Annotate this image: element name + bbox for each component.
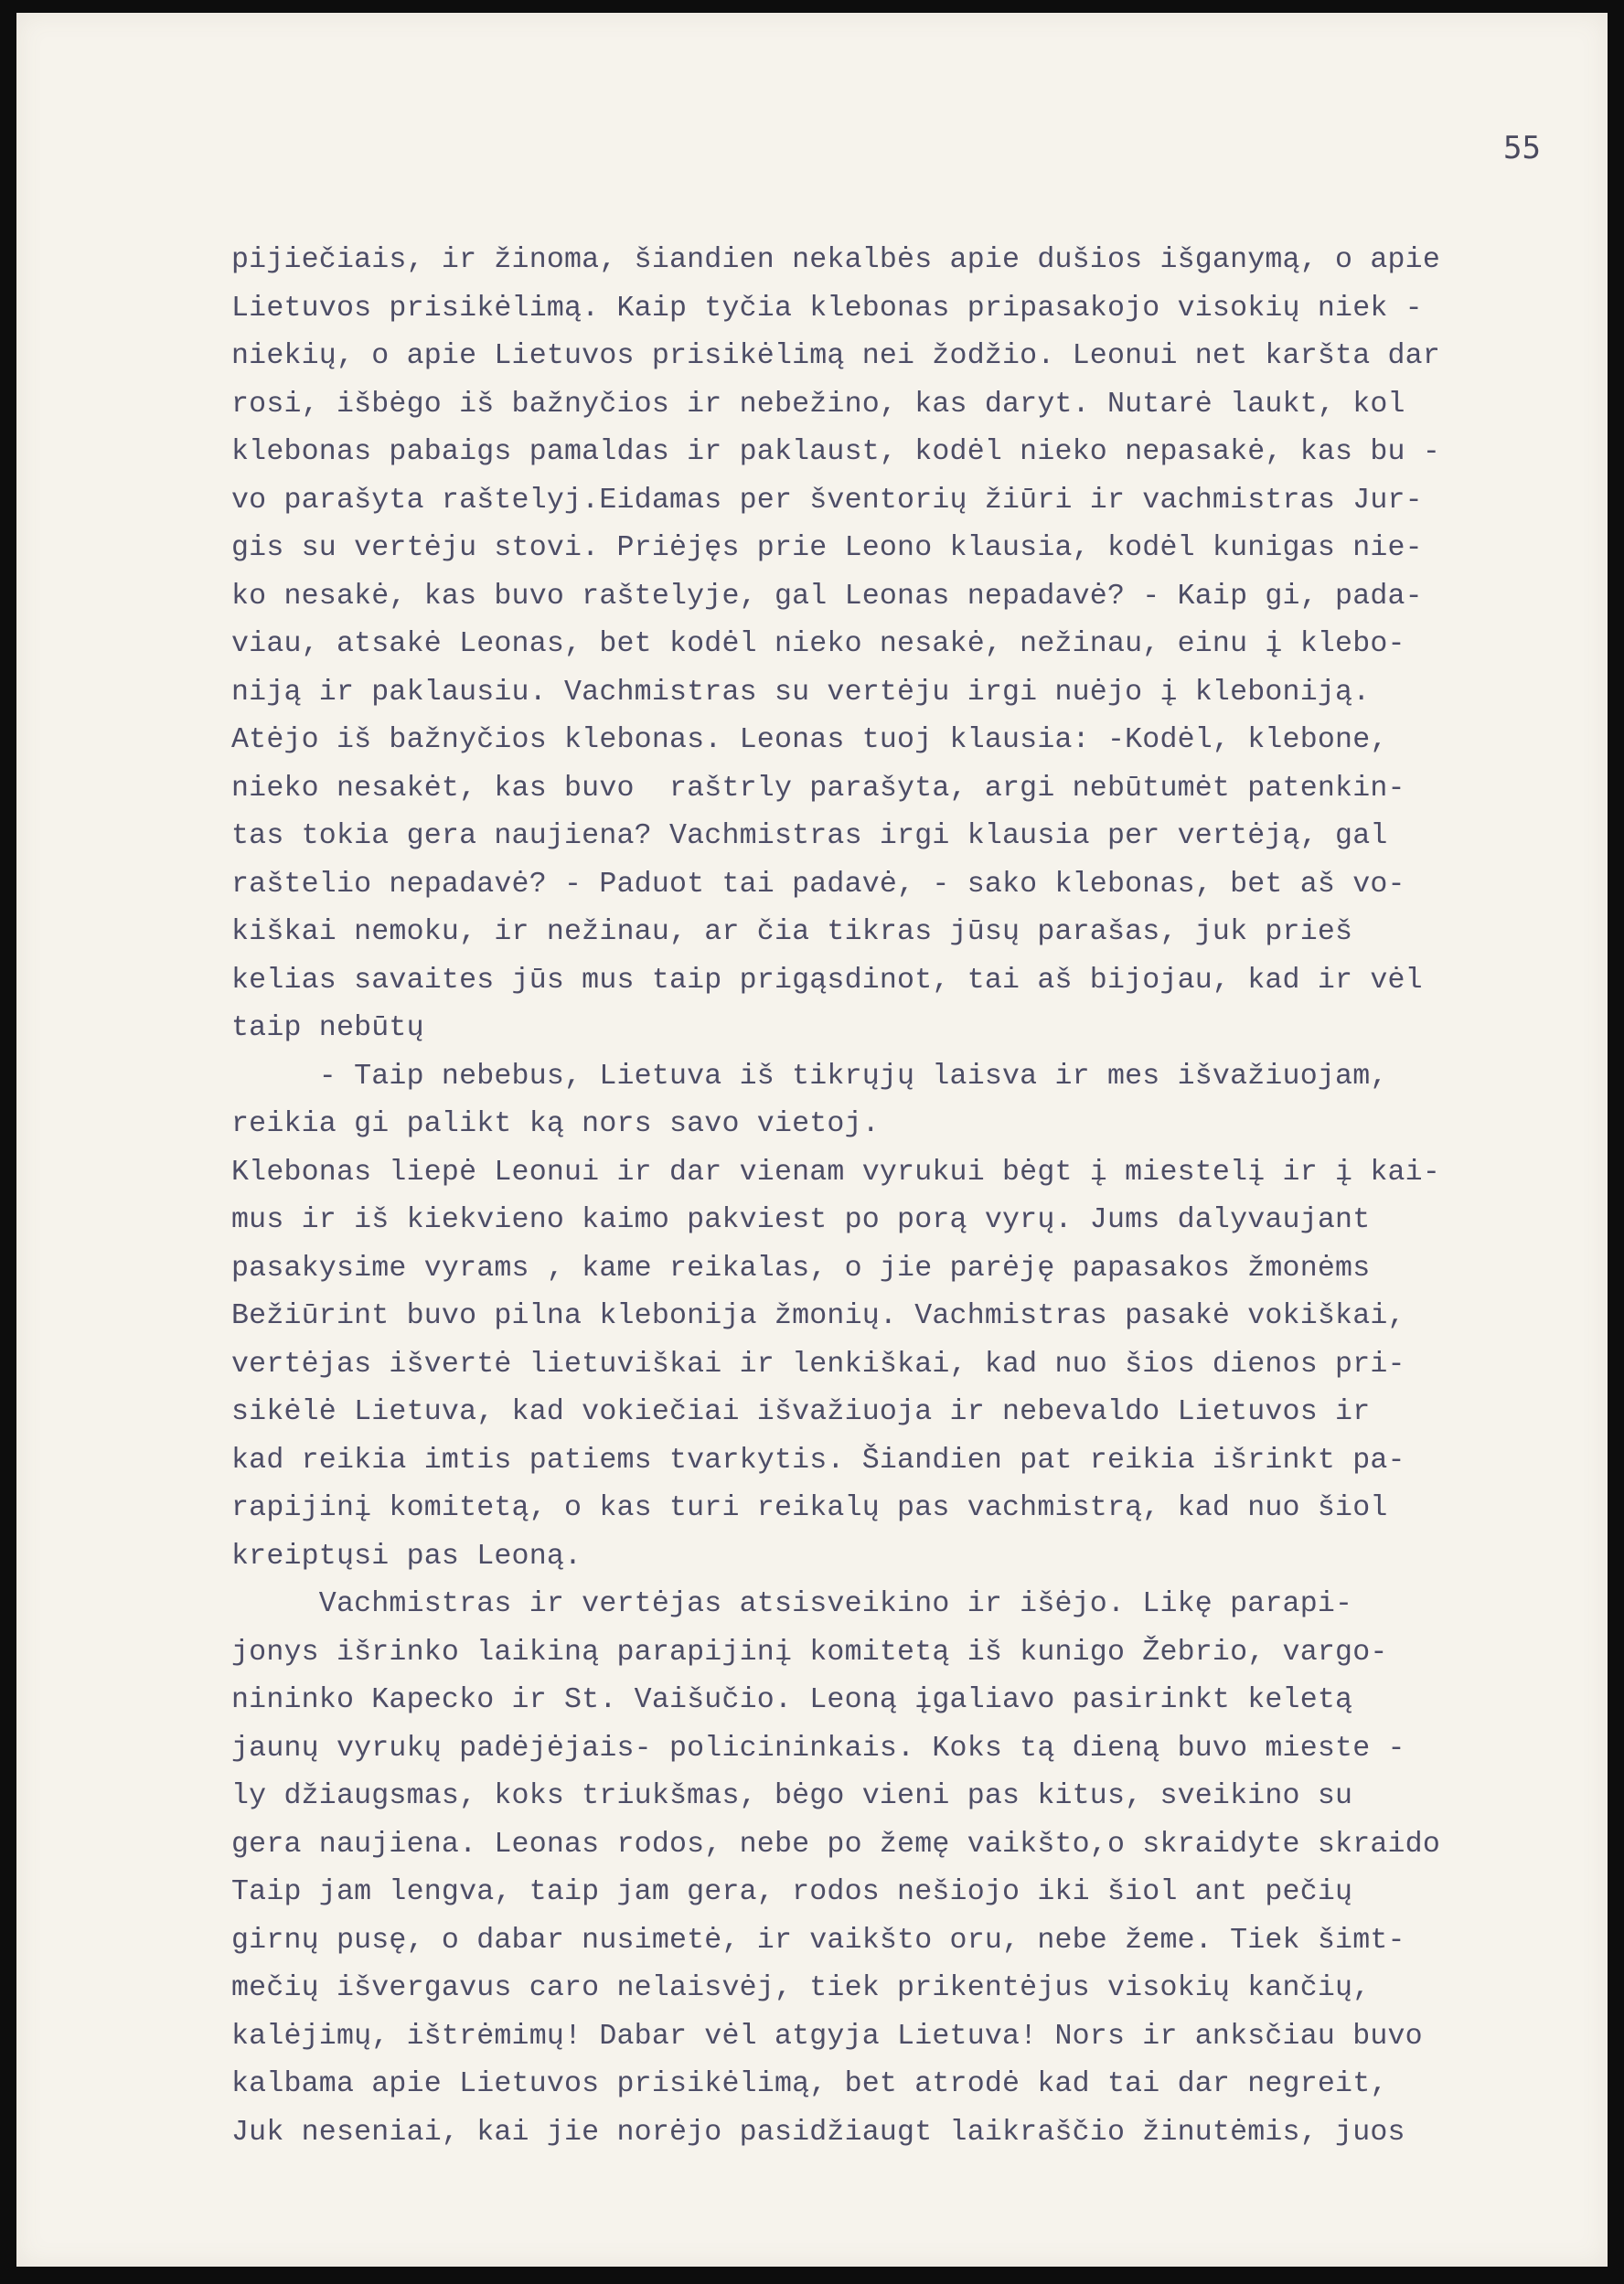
- text-line: rapijinį komitetą, o kas turi reikalų pas vachmistrą, kad nuo šiol: [231, 1492, 1388, 1524]
- text-line: niekių, o apie Lietuvos prisikėlimą nei žodžio. Leonui net karšta dar: [231, 340, 1440, 372]
- text-line: kalėjimų, ištrėmimų! Dabar vėl atgyja Lietuva! Nors ir anksčiau buvo: [231, 2020, 1423, 2053]
- text-line: Lietuvos prisikėlimą. Kaip tyčia klebonas pripasakojo visokių niek -: [231, 292, 1423, 325]
- text-line: sikėlė Lietuva, kad vokiečiai išvažiuoja ir nebevaldo Lietuvos ir: [231, 1396, 1371, 1428]
- text-line: mečių išvergavus caro nelaisvėj, tiek prikentėjus visokių kančių,: [231, 1972, 1371, 2004]
- text-line: vo parašyta raštelyj.Eidamas per šventorių žiūri ir vachmistras Jur-: [231, 484, 1423, 517]
- text-line: reikia gi palikt ką nors savo vietoj.: [231, 1108, 880, 1140]
- text-line: viau, atsakė Leonas, bet kodėl nieko nesakė, nežinau, einu į klebo-: [231, 628, 1405, 660]
- text-line: kalbama apie Lietuvos prisikėlimą, bet atrodė kad tai dar negreit,: [231, 2068, 1388, 2100]
- text-line: gera naujiena. Leonas rodos, nebe po žemę vaikšto,o skraidyte skraido: [231, 1828, 1440, 1861]
- text-line: Juk neseniai, kai jie norėjo pasidžiaugt laikraščio žinutėmis, juos: [231, 2116, 1405, 2149]
- text-line: ko nesakė, kas buvo raštelyje, gal Leonas nepadavė? - Kaip gi, pada-: [231, 580, 1423, 613]
- text-line: raštelio nepadavė? - Paduot tai padavė, - sako klebonas, bet aš vo-: [231, 868, 1405, 901]
- text-line: - Taip nebebus, Lietuva iš tikrųjų laisva ir mes išvažiuojam,: [231, 1060, 1388, 1093]
- text-line: jonys išrinko laikiną parapijinį komitetą iš kunigo Žebrio, vargo-: [231, 1636, 1388, 1669]
- text-line: kiškai nemoku, ir nežinau, ar čia tikras jūsų parašas, juk prieš: [231, 916, 1353, 948]
- text-line: nieko nesakėt, kas buvo raštrly parašyta, argi nebūtumėt patenkin-: [231, 772, 1405, 805]
- text-line: girnų pusę, o dabar nusimetė, ir vaikšto oru, nebe žeme. Tiek šimt-: [231, 1924, 1405, 1957]
- text-line: kreiptųsi pas Leoną.: [231, 1540, 582, 1573]
- text-line: rosi, išbėgo iš bažnyčios ir nebežino, kas daryt. Nutarė laukt, kol: [231, 388, 1405, 421]
- text-line: pijiečiais, ir žinoma, šiandien nekalbės apie dušios išganymą, o apie: [231, 244, 1440, 276]
- typewritten-page: [16, 13, 1608, 2267]
- text-line: niją ir paklausiu. Vachmistras su vertėju irgi nuėjo į kleboniją.: [231, 676, 1371, 709]
- text-line: mus ir iš kiekvieno kaimo pakviest po porą vyrų. Jums dalyvaujant: [231, 1204, 1371, 1236]
- text-line: taip nebūtų: [231, 1012, 424, 1044]
- page-number: 55: [1503, 130, 1541, 166]
- text-line: gis su vertėju stovi. Priėjęs prie Leono klausia, kodėl kunigas nie-: [231, 532, 1423, 564]
- text-line: kelias savaites jūs mus taip prigąsdinot, tai aš bijojau, kad ir vėl: [231, 964, 1423, 997]
- text-line: nininko Kapecko ir St. Vaišučio. Leoną įgaliavo pasirinkt keletą: [231, 1684, 1353, 1716]
- text-line: Klebonas liepė Leonui ir dar vienam vyrukui bėgt į miestelį ir į kai-: [231, 1156, 1440, 1189]
- text-line: Atėjo iš bažnyčios klebonas. Leonas tuoj klausia: -Kodėl, klebone,: [231, 724, 1388, 756]
- text-line: jaunų vyrukų padėjėjais- policininkais. Koks tą dieną buvo mieste -: [231, 1732, 1405, 1765]
- text-line: klebonas pabaigs pamaldas ir paklaust, kodėl nieko nepasakė, kas bu -: [231, 436, 1440, 468]
- text-line: Bežiūrint buvo pilna klebonija žmonių. Vachmistras pasakė vokiškai,: [231, 1300, 1405, 1332]
- page-body: [231, 237, 1440, 2157]
- text-line: pasakysime vyrams , kame reikalas, o jie parėję papasakos žmonėms: [231, 1252, 1371, 1285]
- text-line: Vachmistras ir vertėjas atsisveikino ir išėjo. Likę parapi-: [231, 1588, 1353, 1620]
- text-line: vertėjas išvertė lietuviškai ir lenkiškai, kad nuo šios dienos pri-: [231, 1348, 1405, 1381]
- text-line: tas tokia gera naujiena? Vachmistras irgi klausia per vertėją, gal: [231, 820, 1388, 852]
- text-line: kad reikia imtis patiems tvarkytis. Šiandien pat reikia išrinkt pa-: [231, 1444, 1405, 1477]
- text-line: ly džiaugsmas, koks triukšmas, bėgo vieni pas kitus, sveikino su: [231, 1780, 1353, 1812]
- text-line: Taip jam lengva, taip jam gera, rodos nešiojo iki šiol ant pečių: [231, 1876, 1353, 1908]
